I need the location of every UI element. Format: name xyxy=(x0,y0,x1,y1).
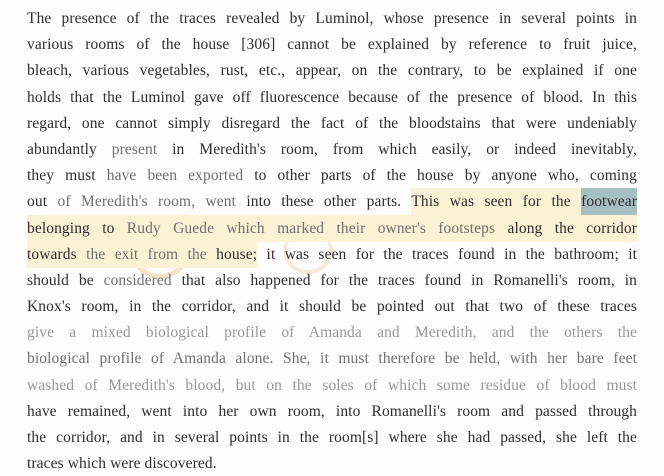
text-segment: traces which were discovered. xyxy=(27,455,217,473)
text-line xyxy=(27,189,637,215)
text-line xyxy=(27,32,637,58)
text-line xyxy=(27,85,637,111)
highlighted-text: This was seen for the xyxy=(411,188,581,215)
text-segment: should be xyxy=(27,271,104,289)
text-line xyxy=(27,58,637,84)
text-segment: the corridor, and in several points in the room[s] where she had passed, she left the xyxy=(27,429,637,446)
highlighted-text: house; xyxy=(216,241,257,268)
text-segment: to other parts of the house by anyone who, coming xyxy=(243,167,637,185)
text-line xyxy=(27,163,637,189)
text-line xyxy=(27,216,637,242)
text-segment: Knox's room, in the corridor, and it should be pointed out that two of these traces xyxy=(27,298,637,316)
text-line xyxy=(27,373,637,399)
text-line xyxy=(27,137,637,163)
text-segment: The presence of the traces revealed by Luminol, whose presence in several points in xyxy=(27,10,637,27)
selected-word-highlight: footwear xyxy=(581,188,637,215)
highlighted-text: the exit from the xyxy=(86,241,216,268)
text-segment: into these other parts. xyxy=(235,193,412,211)
text-line xyxy=(27,320,637,346)
text-line xyxy=(27,346,637,372)
text-line xyxy=(27,268,637,294)
highlighted-text: Rudy Guede which marked their owner's footsteps xyxy=(127,215,508,242)
text-line xyxy=(27,111,637,137)
text-segment: have been exported xyxy=(106,167,244,185)
text-line xyxy=(27,451,637,476)
text-line xyxy=(27,242,637,268)
text-line xyxy=(27,6,637,32)
text-line xyxy=(27,425,637,451)
text-segment: regard, one cannot simply disregard the fact of the bloodstains that were undeniably xyxy=(27,114,637,132)
highlighted-text: along the corridor xyxy=(507,215,637,242)
text-segment: out xyxy=(27,193,58,211)
paragraph-text xyxy=(27,6,637,476)
text-segment: abundantly xyxy=(27,140,112,158)
text-segment: various rooms of the house [306] cannot be explained by reference to fruit juice, xyxy=(27,36,637,54)
text-segment: holds that the Luminol gave off fluorescence because of the presence of blood. In this xyxy=(27,88,637,106)
text-segment: give a mixed biological profile of Amanda and Meredith, and the others the xyxy=(27,324,637,342)
highlighted-text: towards xyxy=(27,241,86,268)
text-segment: biological profile of Amanda alone. She, it must therefore be held, with her bare feet xyxy=(27,350,637,368)
text-segment: considered xyxy=(103,271,172,289)
text-segment: in Meredith's room, from which easily, or indeed inevitably, xyxy=(157,140,637,158)
text-segment: present xyxy=(111,140,158,158)
text-segment: washed of Meredith's blood, but on the soles of which some residue of blood must xyxy=(27,376,637,394)
text-segment: bleach, various vegetables, rust, etc., appear, on the contrary, to be explained if one xyxy=(27,62,637,80)
highlighted-text: belonging to xyxy=(27,215,127,242)
text-segment: it was seen for the traces found in the bathroom; it xyxy=(257,245,638,263)
text-segment: that also happened for the traces found in Romanelli's room, in xyxy=(171,271,638,289)
text-segment: of Meredith's room, went xyxy=(57,193,236,211)
text-line xyxy=(27,399,637,425)
text-line xyxy=(27,294,637,320)
text-segment: they must xyxy=(27,167,107,185)
text-segment: have remained, went into her own room, into Romanelli's room and passed through xyxy=(27,402,637,420)
